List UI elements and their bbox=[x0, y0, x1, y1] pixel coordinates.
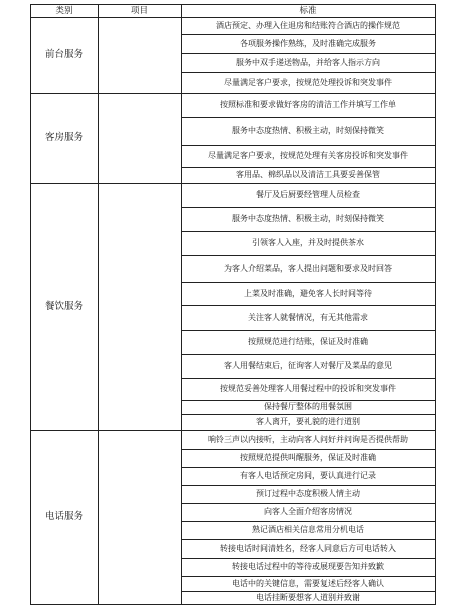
row-separator bbox=[181, 330, 436, 331]
row-separator bbox=[181, 378, 436, 379]
row-separator bbox=[181, 305, 436, 306]
row-separator bbox=[181, 576, 436, 577]
standard-text: 关注客人就餐情况，有无其他需求 bbox=[248, 312, 368, 322]
row-separator bbox=[181, 207, 436, 208]
standard-text: 按照规范提供叫醒服务，保证及时准确 bbox=[240, 453, 376, 462]
standard-text: 服务中双手递送物品，并给客人指示方向 bbox=[236, 57, 380, 67]
row-separator bbox=[181, 449, 436, 450]
standard-text: 转接电话过程中的等待或展现要告知并致歉 bbox=[232, 562, 384, 571]
standard-text: 服务中态度热情、积极主动，时刻保持微笑 bbox=[232, 126, 384, 135]
category-label: 前台服务 bbox=[44, 49, 84, 60]
category-label: 电话服务 bbox=[44, 511, 84, 522]
section-bottom-border bbox=[30, 604, 436, 605]
row-separator bbox=[181, 282, 436, 283]
row-separator bbox=[181, 255, 436, 256]
row-separator bbox=[181, 521, 436, 522]
category-label: 餐饮服务 bbox=[44, 300, 84, 312]
standard-text: 为客人介绍菜品，客人提出问题和要求及时回答 bbox=[224, 263, 392, 273]
row-separator bbox=[181, 414, 436, 415]
standard-text: 尽量满足客户要求，按规范处理有关客房投诉和突发事件 bbox=[208, 151, 408, 160]
section-bottom-border bbox=[30, 93, 436, 94]
standard-text: 预订过程中态度积极人情主动 bbox=[256, 489, 360, 498]
column-divider-category bbox=[98, 4, 99, 605]
header-category: 类别 bbox=[55, 5, 73, 16]
standard-text: 按规范妥善处理客人用餐过程中的投诉和突发事件 bbox=[220, 384, 396, 393]
category-label: 客房服务 bbox=[44, 132, 84, 143]
row-separator bbox=[181, 503, 436, 504]
row-separator bbox=[181, 72, 436, 73]
standard-text: 按照规范进行结账，保证及时准确 bbox=[248, 337, 368, 346]
table-left-border bbox=[30, 4, 31, 605]
row-separator bbox=[181, 167, 436, 168]
table-top-border bbox=[30, 4, 436, 5]
standard-text: 电话中的关键信息，需要复述后经客人确认 bbox=[232, 578, 384, 588]
header-standard: 标准 bbox=[299, 5, 317, 16]
standard-text: 保持餐厅整体的用餐氛围 bbox=[264, 402, 352, 411]
standard-text: 按照标准和要求做好客房的清洁工作并填写工作单 bbox=[220, 100, 396, 109]
row-separator bbox=[181, 467, 436, 468]
standard-text: 客人用餐结束后，征询客人对餐厅及菜品的意见 bbox=[224, 361, 392, 370]
row-separator bbox=[181, 145, 436, 146]
row-separator bbox=[181, 34, 436, 35]
row-separator bbox=[181, 117, 436, 118]
standard-text: 酒店预定、办理入住退房和结账符合酒店的操作规范 bbox=[216, 20, 400, 30]
section-bottom-border bbox=[30, 183, 436, 184]
standard-text: 餐厅及后厨要经管理人员检查 bbox=[256, 190, 360, 199]
row-separator bbox=[181, 485, 436, 486]
standard-text: 有客人电话预定房间，要认真进行记录 bbox=[240, 471, 376, 480]
row-separator bbox=[181, 354, 436, 355]
standard-text: 上菜及时准确，避免客人长时间等待 bbox=[244, 288, 372, 298]
row-separator bbox=[181, 400, 436, 401]
row-separator bbox=[181, 539, 436, 540]
standard-text: 服务中态度热情、积极主动，时刻保持微笑 bbox=[232, 214, 384, 223]
row-separator bbox=[181, 53, 436, 54]
standard-text: 响铃三声以内接听，主动向客人问好并问询是否提供帮助 bbox=[208, 434, 408, 444]
standard-text: 电话挂断要想客人道别并致谢 bbox=[256, 592, 360, 602]
standard-text: 向客人全面介绍客房情况 bbox=[264, 507, 352, 516]
header-bottom-border bbox=[30, 17, 436, 18]
standard-text: 各项服务操作熟练，及时准确完成服务 bbox=[240, 38, 376, 48]
standard-text: 客用品、棉织品以及清洁工具要妥善保管 bbox=[236, 170, 380, 179]
row-separator bbox=[181, 231, 436, 232]
standard-text: 引领客人入座，并及时提供茶水 bbox=[252, 238, 364, 247]
section-bottom-border bbox=[30, 430, 436, 431]
header-item: 项目 bbox=[130, 5, 149, 16]
row-separator bbox=[181, 558, 436, 559]
standard-text: 客人离开，要礼貌的进行道别 bbox=[256, 417, 360, 426]
standard-text: 熟记酒店相关信息常用分机电话 bbox=[252, 525, 364, 534]
standard-text: 尽量满足客户要求，按规范处理投诉和突发事件 bbox=[224, 77, 392, 87]
standard-text: 转接电话时间清姓名，经客人同意后方可电话转入 bbox=[220, 543, 396, 553]
